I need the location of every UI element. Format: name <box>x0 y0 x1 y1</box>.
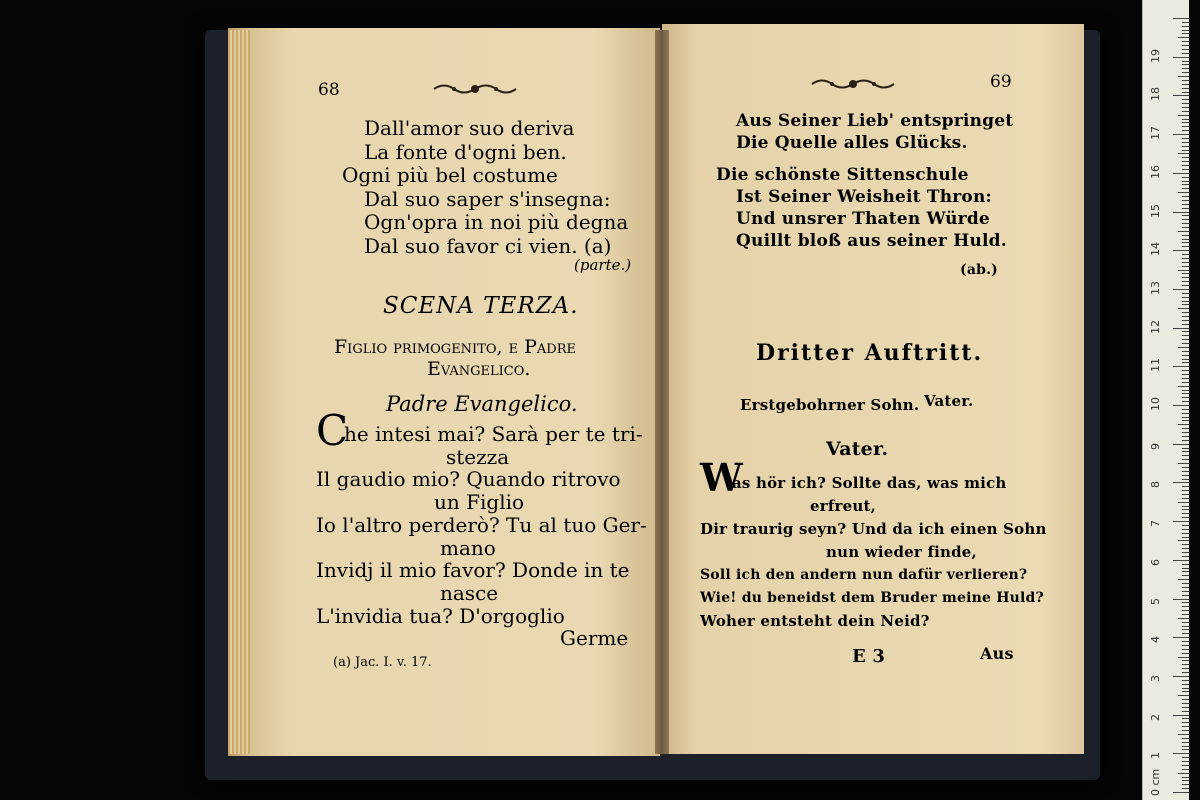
ruler-tick <box>1182 397 1189 398</box>
dialogue-line: un Figlio <box>434 490 525 515</box>
ruler-tick <box>1173 715 1189 716</box>
ruler-tick <box>1182 351 1189 352</box>
ruler-tick <box>1182 641 1189 642</box>
ruler-tick <box>1182 420 1189 421</box>
aria-line: Und unsrer Thaten Würde <box>736 209 990 229</box>
ruler-number: 7 <box>1149 520 1162 528</box>
aria-line: Aus Seiner Lieb' entspringet <box>736 111 1014 131</box>
ruler-tick <box>1182 765 1189 766</box>
ruler-tick <box>1182 718 1189 719</box>
ruler-tick <box>1182 479 1189 480</box>
ruler-tick <box>1182 517 1189 518</box>
ruler-tick <box>1182 41 1189 42</box>
dialogue-line: Wie! du beneidst dem Bruder meine Huld? <box>700 590 1044 606</box>
left-page-number: 68 <box>318 80 340 100</box>
ruler-tick <box>1182 61 1189 62</box>
ruler-tick <box>1182 262 1189 263</box>
right-dialogue <box>700 472 1047 633</box>
ruler-number: 10 <box>1149 397 1162 411</box>
ruler-tick <box>1173 328 1189 329</box>
ruler-tick <box>1182 409 1189 410</box>
ruler-tick <box>1178 192 1189 193</box>
ruler-tick <box>1182 165 1189 166</box>
ruler-tick <box>1182 595 1189 596</box>
ruler-tick <box>1182 146 1189 147</box>
ruler-tick <box>1182 564 1189 565</box>
ruler-tick <box>1173 289 1189 290</box>
ruler-tick <box>1182 629 1189 630</box>
ruler-tick <box>1182 707 1189 708</box>
ruler-number: 1 <box>1149 752 1162 760</box>
ruler-tick <box>1173 560 1189 561</box>
ruler-tick <box>1182 126 1189 127</box>
ruler-tick <box>1182 757 1189 758</box>
ruler-tick <box>1178 347 1189 348</box>
ruler-tick <box>1182 653 1189 654</box>
book-gutter <box>655 30 669 754</box>
ruler-tick <box>1182 130 1189 131</box>
ruler-tick <box>1182 684 1189 685</box>
ruler-tick <box>1182 568 1189 569</box>
measuring-ruler <box>1142 0 1189 800</box>
ruler-tick <box>1182 215 1189 216</box>
ruler-tick <box>1182 266 1189 267</box>
ruler-number: 9 <box>1149 442 1162 450</box>
ruler-tick <box>1182 119 1189 120</box>
ruler-tick <box>1182 475 1189 476</box>
right-catchword: Aus <box>980 644 1014 663</box>
ruler-number: 11 <box>1149 358 1162 373</box>
ruler-tick <box>1182 142 1189 143</box>
ruler-number: 13 <box>1149 280 1162 295</box>
ruler-tick <box>1182 122 1189 123</box>
ruler-tick <box>1182 239 1189 240</box>
ruler-tick <box>1182 324 1189 325</box>
ruler-tick <box>1182 49 1189 50</box>
ruler-tick <box>1178 773 1189 774</box>
ruler-tick <box>1182 374 1189 375</box>
ruler-tick <box>1182 432 1189 433</box>
ruler-tick <box>1182 413 1189 414</box>
ruler-tick <box>1182 784 1189 785</box>
ruler-tick <box>1182 688 1189 689</box>
ruler-tick <box>1182 668 1189 669</box>
ruler-tick <box>1182 455 1189 456</box>
right-characters-left: Erstgebohrner Sohn. <box>740 396 920 414</box>
ruler-tick <box>1182 556 1189 557</box>
left-speaker: Padre Evangelico. <box>386 392 578 416</box>
left-scene-title: SCENA TERZA. <box>383 293 579 319</box>
ruler-tick <box>1178 424 1189 425</box>
ruler-tick <box>1182 181 1189 182</box>
ruler-tick <box>1178 76 1189 77</box>
ruler-tick <box>1178 115 1189 116</box>
aria-line: Dal suo saper s'insegna: <box>364 186 611 211</box>
ruler-number: 16 <box>1149 164 1162 179</box>
ruler-tick <box>1178 579 1189 580</box>
ruler-tick <box>1182 188 1189 189</box>
ruler-number: 3 <box>1149 674 1162 682</box>
ruler-tick <box>1178 308 1189 309</box>
ruler-tick <box>1182 88 1189 89</box>
dialogue-line: Germe <box>560 626 629 651</box>
ruler-tick <box>1173 444 1189 445</box>
ruler-number: 12 <box>1149 319 1162 334</box>
ruler-tick <box>1182 742 1189 743</box>
ruler-tick <box>1178 657 1189 658</box>
ruler-tick <box>1178 695 1189 696</box>
ruler-tick <box>1182 304 1189 305</box>
ruler-tick <box>1182 664 1189 665</box>
ruler-tick <box>1182 498 1189 499</box>
ruler-tick <box>1182 177 1189 178</box>
ruler-tick <box>1182 33 1189 34</box>
ruler-tick <box>1182 606 1189 607</box>
ruler-tick <box>1182 730 1189 731</box>
ruler-tick <box>1182 312 1189 313</box>
ruler-tick <box>1182 738 1189 739</box>
dialogue-line: Woher entsteht dein Neid? <box>700 612 930 630</box>
ruler-tick <box>1182 285 1189 286</box>
left-aria <box>342 117 628 258</box>
ruler-tick <box>1173 173 1189 174</box>
ruler-tick <box>1182 382 1189 383</box>
ruler-tick <box>1182 471 1189 472</box>
ruler-tick <box>1182 544 1189 545</box>
ruler-tick <box>1182 200 1189 201</box>
ruler-tick <box>1182 660 1189 661</box>
dialogue-line: Invidj il mio favor? Donde in te <box>316 558 630 583</box>
ruler-tick <box>1182 448 1189 449</box>
ruler-tick <box>1182 622 1189 623</box>
ruler-tick <box>1178 153 1189 154</box>
ruler-tick <box>1178 270 1189 271</box>
ruler-tick <box>1182 722 1189 723</box>
ruler-tick <box>1182 649 1189 650</box>
right-signature: E 3 <box>852 646 886 667</box>
dialogue-line: L'invidia tua? D'orgoglio <box>316 603 565 628</box>
ruler-number: 5 <box>1149 597 1162 605</box>
ruler-tick <box>1173 637 1189 638</box>
dialogue-line: Dir traurig seyn? Und da ich einen Sohn <box>700 520 1047 538</box>
ruler-tick <box>1182 440 1189 441</box>
ruler-tick <box>1182 788 1189 789</box>
ruler-tick <box>1182 548 1189 549</box>
dialogue-line: Io l'altro perderò? Tu al tuo Ger- <box>316 512 647 537</box>
ruler-tick <box>1182 486 1189 487</box>
ruler-tick <box>1182 277 1189 278</box>
ruler-tick <box>1173 792 1189 793</box>
ruler-tick <box>1182 297 1189 298</box>
ruler-tick <box>1182 293 1189 294</box>
ruler-tick <box>1182 417 1189 418</box>
ruler-tick <box>1182 645 1189 646</box>
dialogue-line: nasce <box>440 580 499 605</box>
ruler-tick <box>1182 533 1189 534</box>
ornament-icon <box>810 75 896 93</box>
ruler-tick <box>1182 316 1189 317</box>
right-page-number: 69 <box>990 72 1012 92</box>
aria-line: Ist Seiner Weisheit Thron: <box>736 187 992 207</box>
ruler-tick <box>1173 95 1189 96</box>
left-characters-line2: Evangelico. <box>427 358 531 380</box>
ruler-tick <box>1182 591 1189 592</box>
ruler-tick <box>1173 134 1189 135</box>
ruler-tick <box>1182 320 1189 321</box>
right-drop-cap: W <box>700 455 743 500</box>
ruler-tick <box>1182 343 1189 344</box>
aria-line: Ogn'opra in noi più degna <box>364 210 629 234</box>
ruler-tick <box>1182 587 1189 588</box>
ruler-tick <box>1182 749 1189 750</box>
ruler-tick <box>1182 614 1189 615</box>
aria-line: Dal suo favor ci vien. (a) <box>364 233 612 258</box>
ruler-tick <box>1182 777 1189 778</box>
ruler-tick <box>1182 53 1189 54</box>
ruler-tick <box>1182 331 1189 332</box>
ruler-tick <box>1182 235 1189 236</box>
ruler-tick <box>1182 699 1189 700</box>
ruler-tick <box>1182 575 1189 576</box>
ruler-tick <box>1182 208 1189 209</box>
ruler-tick <box>1182 583 1189 584</box>
ruler-tick <box>1182 254 1189 255</box>
right-speaker: Vater. <box>826 438 889 460</box>
ruler-tick <box>1182 22 1189 23</box>
dialogue-line: as hör ich? Sollte das, was mich <box>732 474 1007 492</box>
ruler-number: 17 <box>1149 126 1162 141</box>
ruler-tick <box>1182 780 1189 781</box>
ruler-tick <box>1178 386 1189 387</box>
ruler-tick <box>1182 92 1189 93</box>
ruler-tick <box>1182 103 1189 104</box>
ruler-tick <box>1182 633 1189 634</box>
ruler-number: 19 <box>1149 48 1162 63</box>
ruler-tick <box>1182 691 1189 692</box>
ruler-tick <box>1178 540 1189 541</box>
aria-line: Die Quelle alles Glücks. <box>736 133 968 153</box>
ruler-tick <box>1173 366 1189 367</box>
ruler-tick <box>1182 390 1189 391</box>
ruler-number: 6 <box>1149 558 1162 566</box>
ruler-tick <box>1182 494 1189 495</box>
ruler-tick <box>1182 525 1189 526</box>
ruler-tick <box>1182 370 1189 371</box>
ruler-tick <box>1173 57 1189 58</box>
ruler-tick <box>1182 436 1189 437</box>
ruler-tick <box>1182 355 1189 356</box>
ruler-number: 2 <box>1149 713 1162 721</box>
ruler-tick <box>1182 610 1189 611</box>
ruler-tick <box>1182 161 1189 162</box>
ruler-tick <box>1173 250 1189 251</box>
left-dialogue <box>316 422 647 651</box>
ruler-tick <box>1182 99 1189 100</box>
ruler-tick <box>1182 513 1189 514</box>
ruler-tick <box>1173 405 1189 406</box>
ruler-tick <box>1182 746 1189 747</box>
ruler-tick <box>1182 680 1189 681</box>
ruler-tick <box>1182 672 1189 673</box>
right-stage-direction: (ab.) <box>960 262 998 278</box>
ruler-tick <box>1182 335 1189 336</box>
ruler-number: 4 <box>1149 636 1162 644</box>
ruler-tick <box>1182 761 1189 762</box>
ruler-tick <box>1182 107 1189 108</box>
ruler-number: 14 <box>1149 242 1162 257</box>
ruler-tick <box>1178 37 1189 38</box>
dialogue-line: he intesi mai? Sarà per te tri- <box>344 422 643 446</box>
aria-line: La fonte d'ogni ben. <box>364 139 567 164</box>
ruler-tick <box>1182 204 1189 205</box>
ruler-tick <box>1182 529 1189 530</box>
ruler-tick <box>1182 602 1189 603</box>
ruler-tick <box>1182 626 1189 627</box>
ruler-tick <box>1182 571 1189 572</box>
ruler-number: 8 <box>1149 481 1162 489</box>
ruler-tick <box>1182 401 1189 402</box>
ruler-tick <box>1182 393 1189 394</box>
ruler-tick <box>1182 45 1189 46</box>
ruler-tick <box>1182 273 1189 274</box>
dialogue-line: Il gaudio mio? Quando ritrovo <box>316 467 621 492</box>
dialogue-line: mano <box>440 535 496 560</box>
ruler-tick <box>1173 212 1189 213</box>
aria-line: Quillt bloß aus seiner Huld. <box>736 231 1007 251</box>
ruler-tick <box>1178 463 1189 464</box>
dialogue-line: erfreut, <box>810 497 877 515</box>
dialogue-line: Soll ich den andern nun dafür verlieren? <box>700 567 1028 583</box>
ruler-tick <box>1182 157 1189 158</box>
ruler-tick <box>1178 231 1189 232</box>
ruler-tick <box>1182 362 1189 363</box>
ruler-tick <box>1182 703 1189 704</box>
ruler-tick <box>1182 467 1189 468</box>
ruler-tick <box>1182 506 1189 507</box>
aria-line: Die schönste Sittenschule <box>716 165 969 185</box>
right-aria <box>716 110 1013 252</box>
ruler-tick <box>1182 537 1189 538</box>
ruler-tick <box>1173 676 1189 677</box>
ruler-tick <box>1182 258 1189 259</box>
right-scene-title: Dritter Auftritt. <box>756 340 984 366</box>
ruler-tick <box>1182 169 1189 170</box>
ruler-tick <box>1182 30 1189 31</box>
ruler-tick <box>1178 502 1189 503</box>
ruler-tick <box>1182 726 1189 727</box>
ruler-tick <box>1182 64 1189 65</box>
aria-line: Ogni più bel costume <box>342 163 558 187</box>
ruler-tick <box>1173 521 1189 522</box>
right-characters-right: Vater. <box>924 392 974 410</box>
ruler-tick <box>1182 428 1189 429</box>
ruler-tick <box>1182 138 1189 139</box>
ruler-tick <box>1182 281 1189 282</box>
ruler-tick <box>1173 753 1189 754</box>
ruler-number: 15 <box>1149 203 1162 218</box>
ruler-tick <box>1182 378 1189 379</box>
ruler-unit-label: 0 cm <box>1149 768 1162 796</box>
ornament-icon <box>432 80 518 98</box>
ruler-tick <box>1182 769 1189 770</box>
ruler-tick <box>1182 84 1189 85</box>
ruler-tick <box>1182 219 1189 220</box>
ruler-tick <box>1182 80 1189 81</box>
left-footnote: (a) Jac. I. v. 17. <box>333 655 432 670</box>
ruler-tick <box>1182 72 1189 73</box>
left-stage-direction: (parte.) <box>574 256 632 274</box>
ruler-tick <box>1182 509 1189 510</box>
aria-line: Dall'amor suo deriva <box>364 116 575 140</box>
dialogue-line: stezza <box>446 444 510 469</box>
ruler-tick <box>1182 359 1189 360</box>
ruler-tick <box>1182 242 1189 243</box>
ruler-tick <box>1182 339 1189 340</box>
ruler-tick <box>1173 18 1189 19</box>
left-characters-line1: Figlio primogenito, e Padre <box>334 336 577 358</box>
ruler-tick <box>1182 711 1189 712</box>
ruler-tick <box>1182 227 1189 228</box>
ruler-tick <box>1178 618 1189 619</box>
ruler-tick <box>1182 196 1189 197</box>
ruler-tick <box>1182 26 1189 27</box>
page-edges <box>228 30 250 754</box>
ruler-tick <box>1178 734 1189 735</box>
ruler-tick <box>1182 223 1189 224</box>
ruler-tick <box>1182 68 1189 69</box>
ruler-tick <box>1182 451 1189 452</box>
ruler-tick <box>1182 111 1189 112</box>
ruler-tick <box>1173 599 1189 600</box>
left-drop-cap: C <box>316 406 349 455</box>
ruler-tick <box>1182 490 1189 491</box>
ruler-number: 18 <box>1149 87 1162 102</box>
ruler-tick <box>1173 482 1189 483</box>
dialogue-line: nun wieder finde, <box>826 543 977 561</box>
ruler-tick <box>1182 459 1189 460</box>
ruler-tick <box>1182 301 1189 302</box>
ruler-tick <box>1182 246 1189 247</box>
ruler-tick <box>1182 184 1189 185</box>
ruler-tick <box>1182 552 1189 553</box>
ruler-tick <box>1182 150 1189 151</box>
